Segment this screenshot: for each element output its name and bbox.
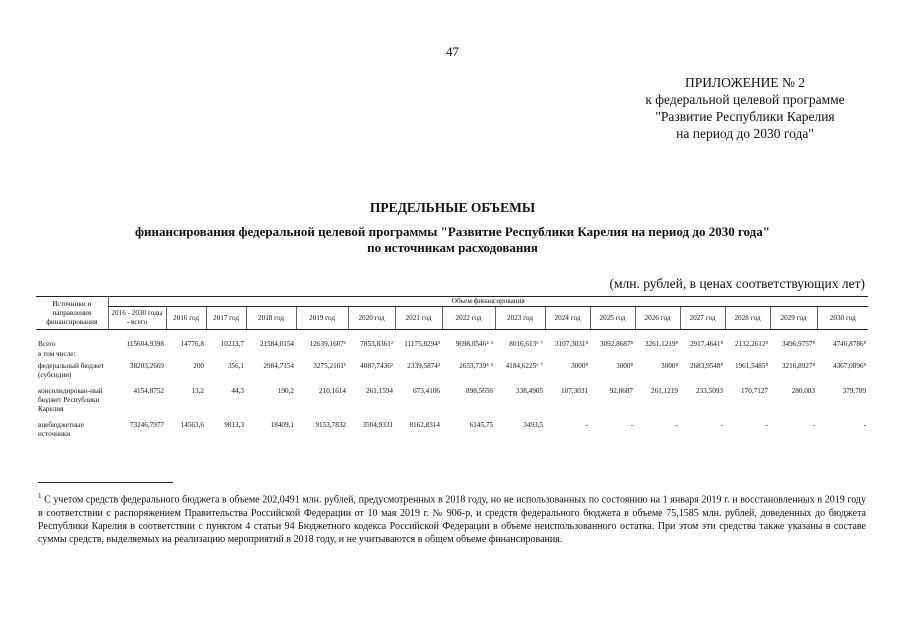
table-cell: 115604,9398	[126, 340, 164, 348]
table-cell: 4154,8752	[133, 387, 164, 395]
table-row-total	[36, 330, 868, 350]
table-cell: 3107,3031⁸	[554, 340, 588, 348]
table-cell: 4746,8786⁸	[832, 340, 867, 348]
table-cell: 14563,6	[180, 421, 204, 429]
table-cell: 8016,613⁶ ⁷	[509, 340, 543, 348]
table-cell: 4184,6225⁶ ⁷	[505, 362, 543, 370]
header-year: 2027 год	[680, 307, 725, 330]
table-cell: 38203,2669	[129, 362, 164, 370]
table-cell: 2339,5874³	[407, 362, 440, 370]
table-row-extrabudget	[36, 414, 868, 439]
table-cell: 2132,2612⁸	[734, 340, 768, 348]
table-cell: 379,789	[842, 387, 867, 395]
table-cell: 2984,7154	[263, 362, 294, 370]
table-cell: 3000⁸	[661, 362, 678, 370]
row-label: федеральный бюджет (субсидии)	[38, 362, 105, 379]
table-cell: 2653,739⁴ ⁵	[459, 362, 493, 370]
appendix-line: "Развитие Республики Карелия	[655, 109, 835, 124]
document-title: ПРЕДЕЛЬНЫЕ ОБЪЕМЫ	[369, 200, 536, 215]
table-cell: 280,083	[791, 387, 815, 395]
header-year: 2019 год	[296, 307, 348, 330]
row-label: внебюджетные источники	[38, 421, 84, 438]
subtitle-line: финансирования федеральной целевой программы "Развитие Республики Карелия на период до 2030 года"	[135, 224, 770, 239]
footnote-mark: 1	[38, 492, 42, 500]
table-cell: -	[720, 421, 723, 429]
footnote-separator	[38, 482, 173, 483]
financing-table	[36, 296, 868, 439]
table-cell: 92,8687	[609, 387, 633, 395]
table-row-consolidated	[36, 380, 868, 414]
appendix-line: на период до 2030 года"	[676, 126, 814, 141]
row-label: Всего	[38, 340, 56, 348]
table-cell: 3000⁸	[616, 362, 633, 370]
table-cell: 3000⁸	[571, 362, 588, 370]
table-cell: 9813,3	[224, 421, 244, 429]
table-cell: 21584,0154	[259, 340, 294, 348]
document-subtitle	[0, 224, 905, 256]
table-cell: -	[585, 421, 588, 429]
header-year: 2025 год	[590, 307, 635, 330]
table-cell: 170,7127	[741, 387, 768, 395]
table-row-federal	[36, 359, 868, 380]
appendix-line: ПРИЛОЖЕНИЕ № 2	[684, 75, 806, 90]
header-total: 2016 - 2030 годы - всего	[108, 307, 166, 330]
table-cell: 898,5656	[466, 387, 493, 395]
appendix-line: к федеральной целевой программе	[645, 92, 845, 107]
header-year: 2029 год	[770, 307, 817, 330]
table-cell: 6145,75	[469, 421, 493, 429]
header-year: 2021 год	[395, 307, 442, 330]
table-cell: 44,3	[231, 387, 244, 395]
table-cell: 261,1594	[366, 387, 393, 395]
header-year: 2022 год	[442, 307, 495, 330]
row-label: консолидирован-ный бюджет Республики Карелия	[38, 387, 103, 413]
table-cell: 3275,2161¹	[313, 362, 346, 370]
page-number: 47	[446, 44, 459, 59]
table-cell: 3493,5	[523, 421, 543, 429]
table-cell: 673,4106	[413, 387, 440, 395]
table-cell: 3496,9757⁸	[781, 340, 815, 348]
table-cell: 2917,4641⁸	[689, 340, 723, 348]
row-label: в том числе:	[38, 350, 76, 358]
header-group: Объем финансирования	[108, 297, 868, 307]
footnote-text: С учетом средств федерального бюджета в объеме 202,0491 млн. рублей, предусмотренных в 2018 году, но не использованных по состоянию на 1 января 2019 г. и восстановленных в 2019 году в соответствии с распоряжением Правительства Российской Федерации от 10 мая 2019 г. № 906-р, и средств федерального бюджета в объеме 75,1585 млн. рублей, доведенных до бюджета Республики Карелия в соответствии с пунктом 4 статьи 94 Бюджетного кодекса Российской Федерации в объеме неиспользованного остатка. При этом эти средства также указаны в составе суммы средств, выделяемых на реализацию мероприятий в 2018 году, и не учитываются в общем объеме финансирования.	[38, 494, 866, 546]
table-cell: 7853,8361²	[360, 340, 393, 348]
table-cell: 3216,8927⁸	[781, 362, 815, 370]
header-source: Источники и направления финансирования	[36, 297, 108, 330]
table-cell: 11175,8294³	[404, 340, 440, 348]
table-cell: -	[812, 421, 815, 429]
header-year: 2023 год	[495, 307, 545, 330]
table-row-including	[36, 349, 868, 359]
table-cell: 18409,1	[270, 421, 294, 429]
table-cell: 4367,0896⁸	[832, 362, 867, 370]
table-cell: 2683,9548⁸	[689, 362, 723, 370]
table-cell: 261,1219	[651, 387, 678, 395]
table-cell: 13,2	[191, 387, 204, 395]
header-year: 2030 год	[817, 307, 868, 330]
table-cell: 9153,7832	[315, 421, 346, 429]
table-cell: 10213,7	[220, 340, 244, 348]
table-cell: 73246,7977	[129, 421, 164, 429]
header-year: 2020 год	[348, 307, 395, 330]
table-cell: 9698,0546⁴ ⁵	[455, 340, 493, 348]
table-cell: 338,4905	[516, 387, 543, 395]
appendix-header	[600, 74, 890, 142]
table-cell: 356,1	[227, 362, 244, 370]
table-cell: 4087,7436²	[360, 362, 393, 370]
header-year: 2018 год	[246, 307, 296, 330]
table-cell: 200	[193, 362, 204, 370]
header-year: 2017 год	[206, 307, 246, 330]
table-cell: 107,3031	[561, 387, 588, 395]
units-note: (млн. рублей, в ценах соответствующих лет)	[609, 276, 865, 291]
table-cell: 210,1614	[319, 387, 346, 395]
header-year: 2024 год	[545, 307, 590, 330]
header-year: 2028 год	[725, 307, 770, 330]
table-cell: 3261,1219⁸	[644, 340, 678, 348]
table-cell: 190,2	[277, 387, 294, 395]
table-cell: -	[675, 421, 678, 429]
table-cell: 3504,9331	[362, 421, 393, 429]
table-cell: 14776,8	[180, 340, 204, 348]
header-year: 2026 год	[635, 307, 680, 330]
table-cell: 233,5093	[696, 387, 723, 395]
table-cell: 8162,8314	[409, 421, 440, 429]
table-cell: 3092,8687⁸	[599, 340, 633, 348]
table-cell: 12639,1607¹	[309, 340, 346, 348]
header-year: 2016 год	[166, 307, 206, 330]
table-cell: -	[765, 421, 768, 429]
footnote	[38, 490, 866, 547]
table-cell: -	[630, 421, 633, 429]
subtitle-line: по источникам расходования	[367, 240, 538, 255]
table-cell: -	[863, 421, 867, 429]
table-cell: 1961,5485⁸	[734, 362, 768, 370]
